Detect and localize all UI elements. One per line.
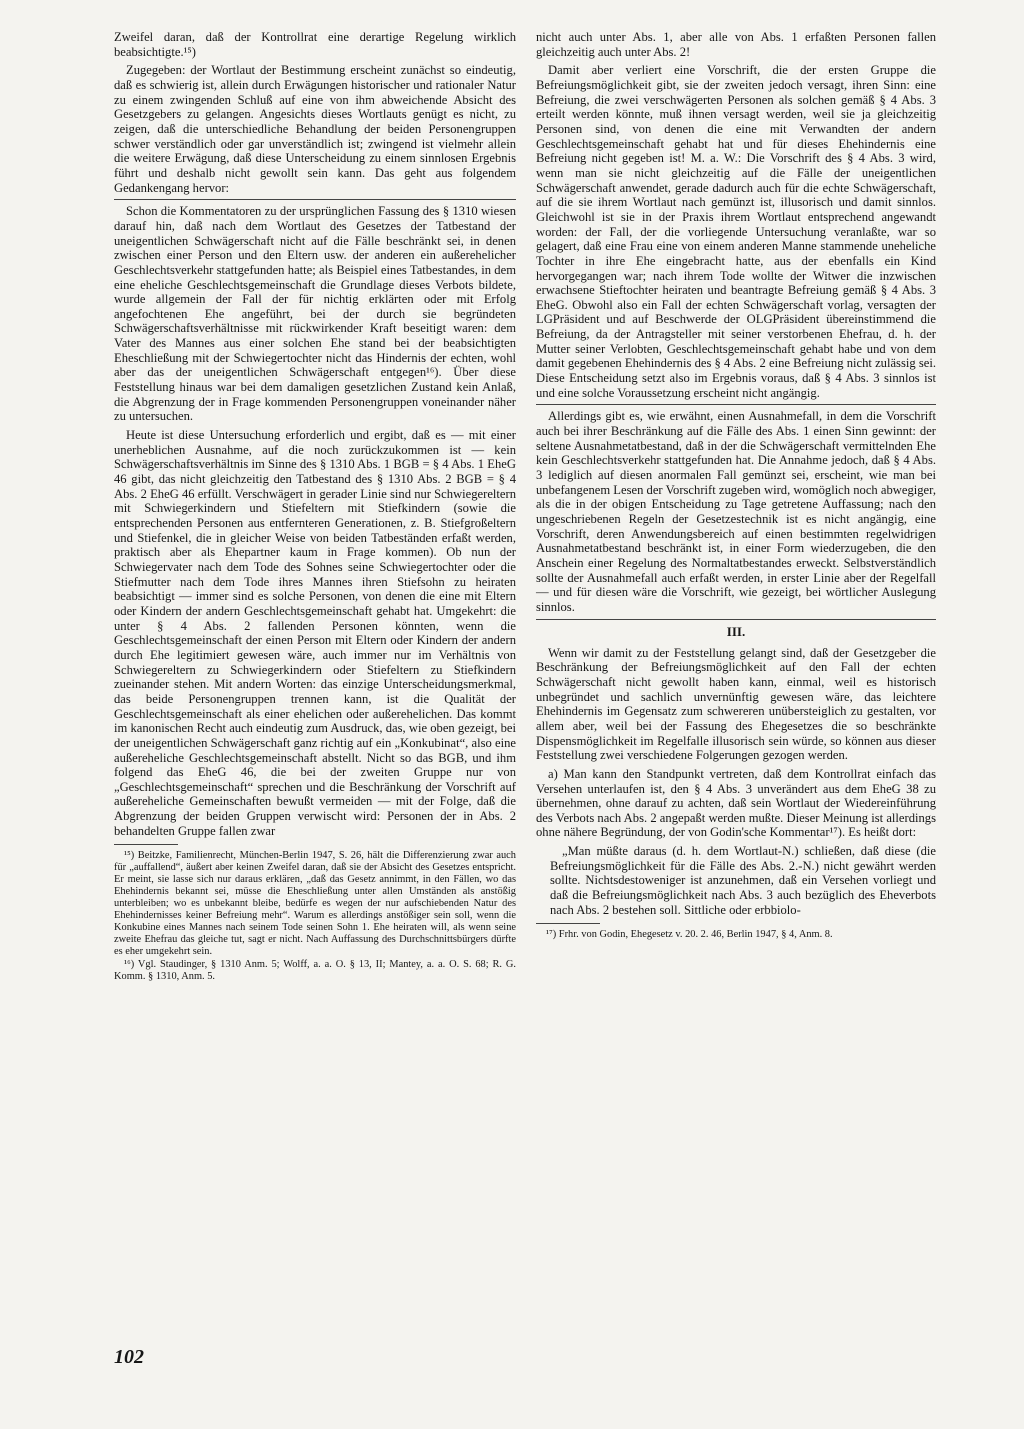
right-column xyxy=(536,30,936,942)
paragraph: nicht auch unter Abs. 1, aber alle von Abs. 1 erfaßten Personen fallen gleichzeitig auch unter Abs. 2! xyxy=(536,30,936,59)
divider xyxy=(536,619,936,620)
page-number: 102 xyxy=(114,1346,144,1368)
footnotes xyxy=(536,929,936,941)
footnote: ¹⁵) Beitzke, Familienrecht, München-Berlin 1947, S. 26, hält die Differenzierung zwar auch für „auffallend“, äußert aber keinen Zweifel daran, daß sie der Absicht des Gesetzes entspricht. Er meint, sie lasse sich nur daraus erklären, „daß das Gesetz annimmt, in den Fällen, wo das Ehehindernis bekannt sei, müsse die Eheschließung unter allen Umständen als anstößig unterbleiben; wo es unbekannt bleibe, bedürfe es wegen der nur aufschiebenden Natur des Ehehindernisses keiner Befreiung mehr“. Warum es allerdings anstößiger sein soll, wenn die Konkubine eines Mannes nach seinem Tode seinen Sohn 1. Ehe heiraten will, als wenn seine zweite Ehefrau das gleiche tut, sagt er nicht. Nach Auffassung des Durchschnittsbürgers dürfte es eher umgekehrt sein. xyxy=(114,850,516,957)
divider xyxy=(114,199,516,200)
paragraph: Damit aber verliert eine Vorschrift, die der ersten Gruppe die Befreiungsmöglichkeit gibt, sie der zweiten jedoch versagt, ihren Sinn: eine Befreiung, die zwei verschwägerten Personen als solchen gemäß § 4 Abs. 3 erteilt werden könnte, muß ihnen versagt werden, weil sie ja gleichzeitig Personen sind, von denen die eine mit Verwandten der andern Geschlechtsgemeinschaft gehabt hat und für dieses Ehehindernis eine Befreiung nicht gegeben ist! M. a. W.: Die Vorschrift des § 4 Abs. 3 wird, wenn man sie nicht gleichzeitig auf die Fälle der uneigentlichen Schwägerschaft anwendet, gerade dadurch auch für die echte Schwägerschaft, auf die sie ihrem Wortlaut nach gemünzt ist, illusorisch und damit sinnlos. Gleichwohl ist sie in der Praxis ihrem Wortlaut entsprechend angewandt worden: der Fall, der die vorliegende Untersuchung veranlaßte, war so gelagert, daß eine Frau eine von einem anderen Manne stammende uneheliche Tochter in ihre Ehe eingebracht hatte, aus der ebenfalls ein Kind hervorgegangen war; nach ihrem Tode wollte der Witwer die inzwischen erwachsene Stieftochter heiraten und beantragte Befreiung gemäß § 4 Abs. 3 EheG. Obwohl also ein Fall der echten Schwägerschaft vorlag, versagten der LGPräsident und auf Beschwerde der OLGPräsident übereinstimmend die Befreiung, da der Antragsteller mit seiner verstorbenen Ehefrau, d. h. der Mutter seiner Verlobten, Geschlechtsgemeinschaft gehabt habe und von dem damit gegebenen Ehehindernis des § 4 Abs. 2 eine Befreiung nicht zulässig sei. Diese Entscheidung setzt also im Ergebnis voraus, daß § 4 Abs. 3 sinnlos ist und eine solche Voraussetzung erscheint nicht angängig. xyxy=(536,63,936,400)
footnote-divider xyxy=(536,923,600,924)
footnote-divider xyxy=(114,844,178,845)
section-heading: III. xyxy=(726,623,746,639)
paragraph: Zweifel daran, daß der Kontrollrat eine derartige Regelung wirklich beabsichtigte.¹⁵) xyxy=(114,30,516,59)
paragraph: Heute ist diese Untersuchung erforderlich und ergibt, daß es — mit einer unerheblichen Ausnahme, auf die noch zurückzukommen ist — kein Schwägerschaftsverhältnis im Sinne des § 1310 Abs. 1 BGB = § 4 Abs. 1 EheG 46 gibt, das nicht gleichzeitig den Tatbestand des § 1310 Abs. 2 BGB = § 4 Abs. 2 EheG 46 erfüllt. Verschwägert in gerader Linie sind nur Schwiegereltern mit Schwiegerkindern und Stiefeltern mit Stiefkindern (sowie die entsprechenden Personen aus entfernteren Generationen, z. B. Stiefgroßeltern und Stiefenkel, die in gleicher Weise von beiden Tatbeständen erfaßt werden, praktisch aber als Ehepartner kaum in Frage kommen). Ob nun der Schwiegervater nach dem Tode des Sohnes seine Schwiegertochter oder die Stiefmutter nach dem Tode ihres Mannes ihren Stiefsohn zu heiraten beabsichtigt — immer sind es solche Personen, von denen die eine mit Eltern oder Kindern der andern Geschlechtsgemeinschaft gehabt hat. Umgekehrt: die unter § 4 Abs. 2 fallenden Personen könnten, wenn die Geschlechtsgemeinschaft der einen Person mit Eltern oder Kindern der andern durch Ehe legitimiert gewesen wäre, auch immer nur im Verhältnis von Schwiegereltern zu Schwiegerkindern oder Stiefeltern zu Stiefkindern zueinander stehen. Mit andern Worten: das einzige Unterscheidungsmerkmal, das beide Personengruppen trennen kann, ist die Qualität der Geschlechtsgemeinschaft als einer ehelichen oder außerehelichen. Das kommt im kanonischen Recht auch eindeutig zum Ausdruck, das, wie oben gezeigt, bei der uneigentlichen Schwägerschaft ganz richtig auf ein „Konkubinat“, also eine außereheliche Geschlechtsgemeinschaft abstellt. Nicht so das BGB, und ihm folgend das EheG 46, die bei der zweiten Gruppe nur von „Geschlechtsgemeinschaft“ sprechen und die Beschränkung der Vorschrift auf außereheliche Gemeinschaften bewußt vermeiden — mit der Folge, daß die Abgrenzung der beiden Gruppen verwischt wird: Personen der in Abs. 2 behandelten Gruppe fallen zwar xyxy=(114,428,516,838)
footnotes xyxy=(114,850,516,982)
paragraph: Zugegeben: der Wortlaut der Bestimmung erscheint zunächst so eindeutig, daß es schwierig ist, allein durch Erwägungen historischer und rationaler Natur zu einem zwingenden Schluß auf eine von ihm abweichende Absicht des Gesetzgebers zu gelangen. Angesichts dieses Wortlauts genügt es nicht, zu zeigen, daß die unterschiedliche Behandlung der beiden Personengruppen schwer verständlich oder gar unverständlich ist; zwingend ist vielmehr allein die weitere Erwägung, daß diese Unterscheidung zu einem sinnlosen Ergebnis führt und deshalb nicht gewollt sein kann. Das geht aus folgendem Gedankengang hervor: xyxy=(114,63,516,195)
footnote: ¹⁶) Vgl. Staudinger, § 1310 Anm. 5; Wolff, a. a. O. § 13, II; Mantey, a. a. O. S. 68; R. G. Komm. § 1310, Anm. 5. xyxy=(114,958,516,982)
paragraph: Wenn wir damit zu der Feststellung gelangt sind, daß der Gesetzgeber die Beschränkung der Befreiungsmöglichkeit auf den Fall der echten Schwägerschaft nicht gewollt haben kann, einmal, weil es historisch unbegründet und sachlich unvernünftig gewesen wäre, das leichtere Ehehindernis im Gegensatz zum schwereren unübersteiglich zu gestalten, vor allem aber, weil bei der Fassung des Ehegesetzes die so beschränkte Dispensmöglichkeit im Regelfalle illusorisch sein würde, so können aus dieser Feststellung zwei verschiedene Folgerungen gezogen werden. xyxy=(536,645,936,763)
divider xyxy=(536,404,936,405)
block-quote: „Man müßte daraus (d. h. dem Wortlaut-N.) schließen, daß diese (die Befreiungsmöglichkeit für die Fälle des Abs. 2.-N.) nicht gewährt werden sollte. Nichtsdestoweniger ist anzunehmen, daß ein Versehen vorliegt und daß die Befreiungsmöglichkeit nach Abs. 3 auch bezüglich des Eheverbots nach Abs. 2 bestehen soll. Sittliche oder erbbiolo- xyxy=(550,844,936,917)
paragraph: a) Man kann den Standpunkt vertreten, daß dem Kontrollrat einfach das Versehen unterlaufen ist, den § 4 Abs. 3 unverändert aus dem EheG 38 zu übernehmen, ohne darauf zu achten, daß sein Wortlaut der Wiedereinführung des Verbots nach Abs. 2 angepaßt werden mußte. Dieser Meinung ist allerdings ohne nähere Begründung, der von Godin'sche Kommentar¹⁷). Es heißt dort: xyxy=(536,766,936,840)
left-column xyxy=(114,30,516,983)
paragraph: Schon die Kommentatoren zu der ursprünglichen Fassung des § 1310 wiesen darauf hin, daß nach dem Wortlaut des Gesetzes der Tatbestand der uneigentlichen Schwägerschaft nicht auf die Fälle beschränkt sei, in denen zwischen einer Person und den Eltern usw. der anderen ein außerehelicher Geschlechtsverkehr stattgefunden hatte; als Beispiel eines Tatbestandes, in dem eine eheliche Geschlechtsgemeinschaft die Grundlage dieses Verbots bildete, wurde allgemein der Fall der für nichtig erklärten oder mit Erfolg angefochtenen Ehe angeführt, bei der durch sie begründeten Schwägerschaftsverhältnisse mit rückwirkender Kraft beseitigt waren: dem Vater des Mannes aus einer solchen Ehe stand bei der beabsichtigten Eheschließung mit der Schwiegertochter nicht das Hindernis der echten, wohl aber das der uneigentlichen Schwägerschaft entgegen¹⁶). Über diese Feststellung hinaus war bei dem damaligen gesetzlichen Zustand kein Anlaß, die Abgrenzung der in Frage kommenden Personengruppen voneinander näher zu untersuchen. xyxy=(114,204,516,424)
footnote: ¹⁷) Frhr. von Godin, Ehegesetz v. 20. 2. 46, Berlin 1947, § 4, Anm. 8. xyxy=(546,929,833,941)
paragraph: Allerdings gibt es, wie erwähnt, einen Ausnahmefall, in dem die Vorschrift auch bei ihrer Beschränkung auf die Fälle des Abs. 1 einen Sinn gewinnt: der seltene Ausnahmetatbestand, daß in der die Schwägerschaft vermittelnden Ehe kein Geschlechtsverkehr stattgefunden hat. Die Annahme jedoch, daß § 4 Abs. 3 lediglich auf diesen anormalen Fall gemünzt sei, erscheint, wie man bei unbefangenem Lesen der Vorschrift zugeben wird, womöglich noch abwegiger, als die in der obigen Entscheidung zu Tage getretene Auffassung; nach den ungeschriebenen Regeln der Gesetzestechnik ist es nicht angängig, eine Vorschrift, deren Anwendungsbereich auf einen bestimmten regelwidrigen Ausnahmetatbestand beschränkt ist, in einer Form wiederzugeben, die den Anschein einer Regelung des Normaltatbestandes erweckt. Selbstverständlich sollte der Ausnahmefall auch erfaßt werden, in erster Linie aber der Regelfall — und für diesen wäre die Vorschrift, wie gezeigt, bei wörtlicher Auslegung sinnlos. xyxy=(536,409,936,614)
